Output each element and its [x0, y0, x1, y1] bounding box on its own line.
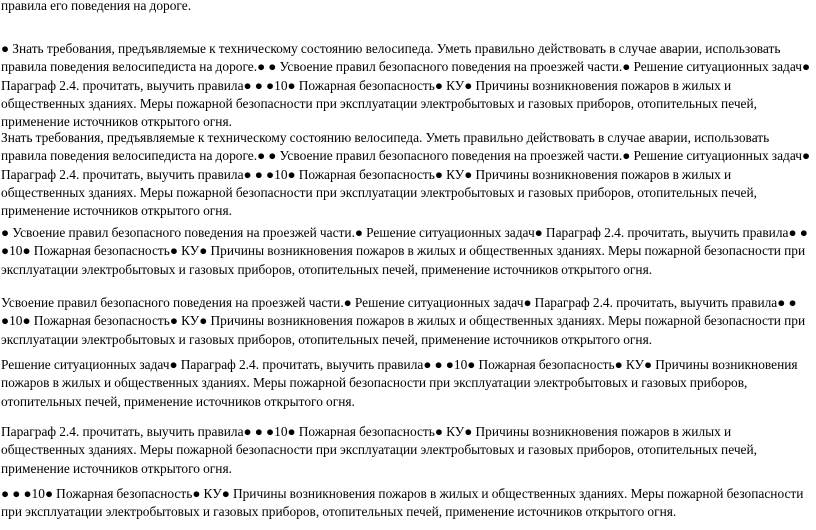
paragraph-0: правила его поведения на дороге. [1, 0, 192, 13]
paragraph-7: ● ● ●10● Пожарная безопасность● КУ● Причины возникновения пожаров в жилых и общественных зданиях. Меры пожарной безопасности при эксплуатации электробытовых и газовых приборов, отопительных печей, применение источников открытого огня. [1, 486, 804, 520]
paragraph-3: ● Усвоение правил безопасного поведения на проезжей части.● Решение ситуационных задач● Параграф 2.4. прочитать, выучить правила● ● ●10● Пожарная безопасность● КУ● Причины возникновения пожаров в жилых и общественных зданиях. Меры пожарной безопасности при эксплуатации электробытовых и газовых приборов, отопительных печей, применение источников открытого огня. [1, 225, 808, 277]
paragraph-2: Знать требования, предъявляемые к техническому состоянию велосипеда. Уметь правильно действовать в случае аварии, использовать правила поведения велосипедиста на дороге.● ● Усвоение правил безопасного поведения на проезжей части.● Решение ситуационных задач● Параграф 2.4. прочитать, выучить правила● ● ●10● Пожарная безопасность● КУ● Причины возникновения пожаров в жилых и общественных зданиях. Меры пожарной безопасности при эксплуатации электробытовых и газовых приборов, отопительных печей, применение источников открытого огня. [1, 130, 811, 219]
paragraph-5: Решение ситуационных задач● Параграф 2.4. прочитать, выучить правила● ● ●10● Пожарная безопасность● КУ● Причины возникновения пожаров в жилых и общественных зданиях. Меры пожарной безопасности при эксплуатации электробытовых и газовых приборов, отопительных печей, применение источников открытого огня. [1, 357, 798, 409]
paragraph-4: Усвоение правил безопасного поведения на проезжей части.● Решение ситуационных задач● Параграф 2.4. прочитать, выучить правила● ● ●10● Пожарная безопасность● КУ● Причины возникновения пожаров в жилых и общественных зданиях. Меры пожарной безопасности при эксплуатации электробытовых и газовых приборов, отопительных печей, применение источников открытого огня. [1, 295, 806, 347]
paragraph-6: Параграф 2.4. прочитать, выучить правила● ● ●10● Пожарная безопасность● КУ● Причины возникновения пожаров в жилых и общественных зданиях. Меры пожарной безопасности при эксплуатации электробытовых и газовых приборов, отопительных печей, применение источников открытого огня. [1, 424, 758, 476]
paragraph-1: ● Знать требования, предъявляемые к техническому состоянию велосипеда. Уметь правильно действовать в случае аварии, использовать правила поведения велосипедиста на дороге.● ● Усвоение правил безопасного поведения на проезжей части.● Решение ситуационных задач● Параграф 2.4. прочитать, выучить правила● ● ●10● Пожарная безопасность● КУ● Причины возникновения пожаров в жилых и общественных зданиях. Меры пожарной безопасности при эксплуатации электробытовых и газовых приборов, отопительных печей, применение источников открытого огня. [1, 41, 811, 130]
